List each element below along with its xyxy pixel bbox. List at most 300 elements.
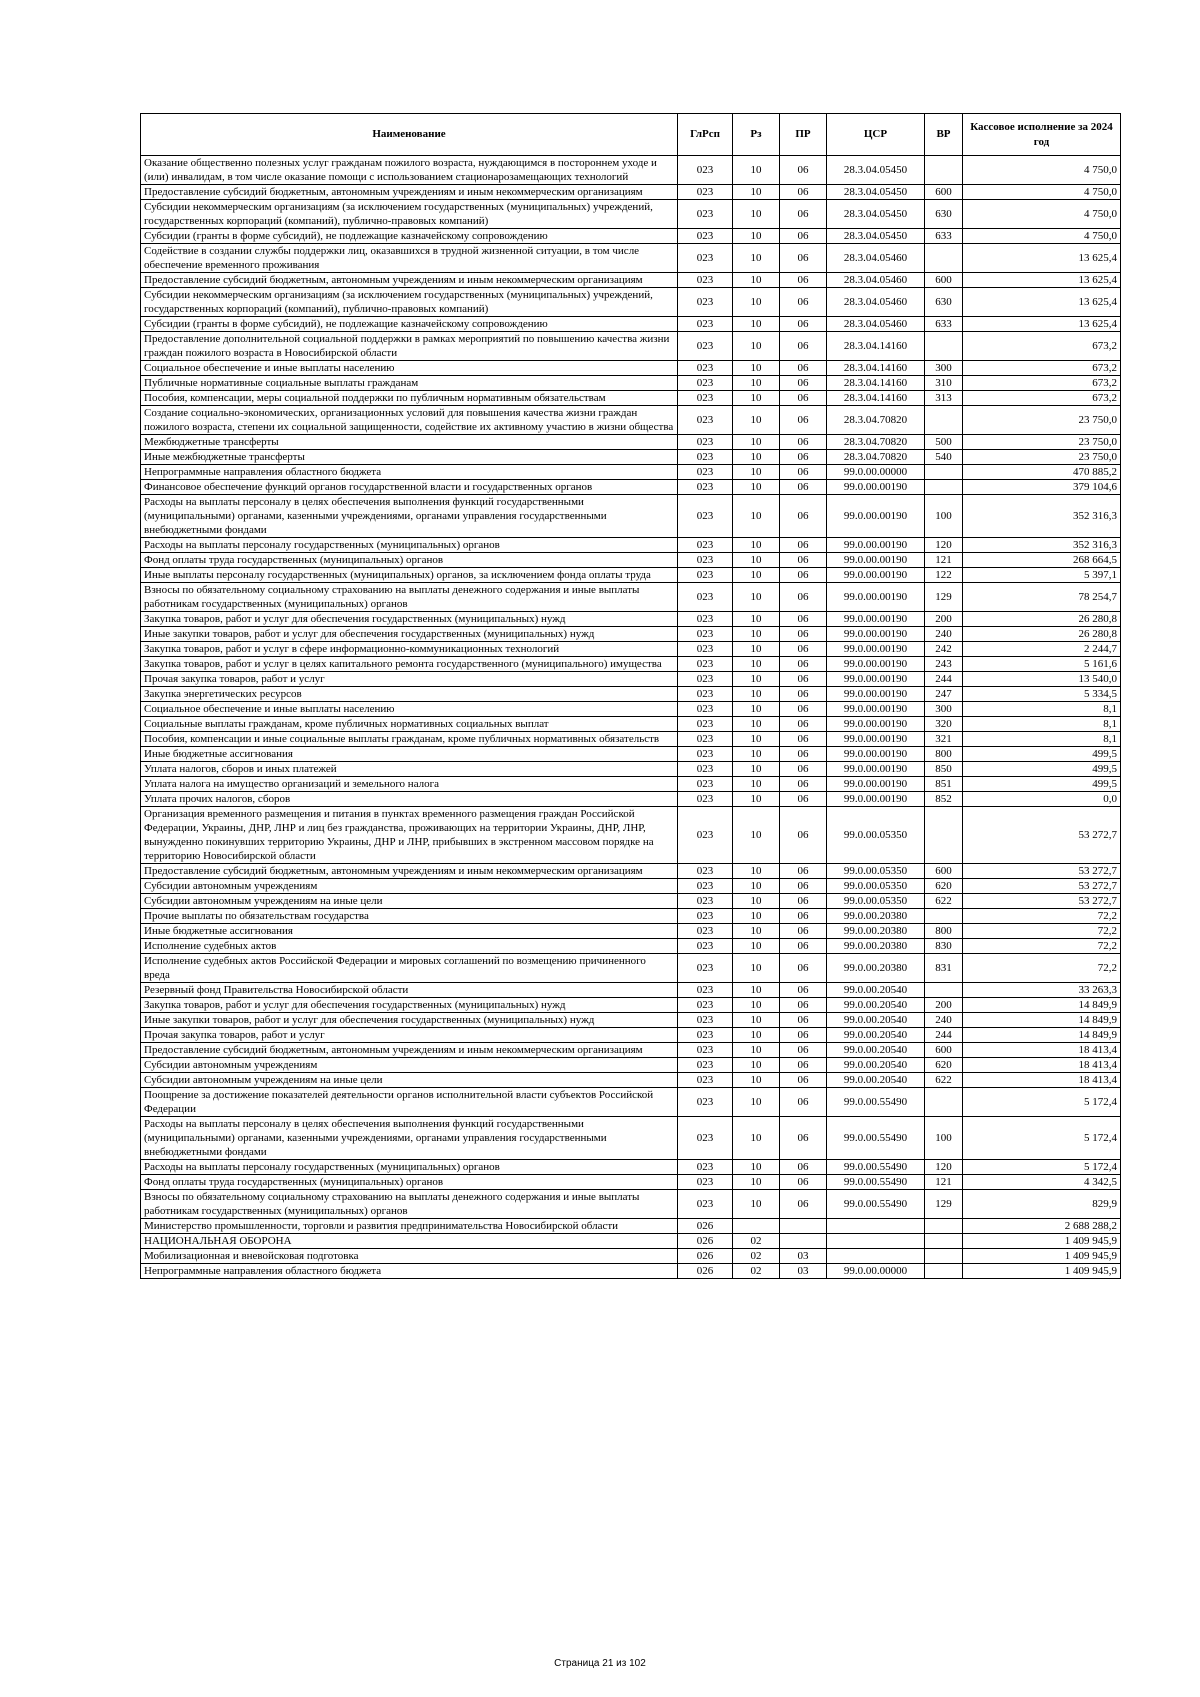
table-row [141, 1073, 1121, 1088]
cell-csr: 99.0.00.00190 [827, 612, 925, 627]
cell-name: Создание социально-экономических, организационных условий для повышения качества жизни граждан пожилого возраста, степени их социальной защищенности, содействие их активному участию в жизни общества [141, 406, 678, 435]
cell-vr: 800 [925, 747, 963, 762]
cell-amount: 8,1 [963, 702, 1121, 717]
table-row [141, 1058, 1121, 1073]
cell-glrsp: 023 [678, 406, 733, 435]
header-csr: ЦСР [827, 114, 925, 156]
cell-pr: 06 [780, 185, 827, 200]
cell-pr: 06 [780, 672, 827, 687]
cell-csr: 99.0.00.00190 [827, 732, 925, 747]
cell-amount: 499,5 [963, 777, 1121, 792]
cell-amount: 13 625,4 [963, 244, 1121, 273]
cell-vr: 243 [925, 657, 963, 672]
cell-vr: 320 [925, 717, 963, 732]
table-row [141, 702, 1121, 717]
table-row [141, 1219, 1121, 1234]
cell-rz: 10 [733, 1190, 780, 1219]
cell-name: Мобилизационная и вневойсковая подготовка [141, 1249, 678, 1264]
table-row [141, 1013, 1121, 1028]
cell-csr: 99.0.00.20540 [827, 1043, 925, 1058]
cell-name: Субсидии автономным учреждениям [141, 1058, 678, 1073]
cell-name: Закупка товаров, работ и услуг в целях капитального ремонта государственного (муниципального) имущества [141, 657, 678, 672]
cell-name: Социальные выплаты гражданам, кроме публичных нормативных социальных выплат [141, 717, 678, 732]
cell-rz: 10 [733, 391, 780, 406]
cell-rz: 10 [733, 244, 780, 273]
cell-csr: 99.0.00.00190 [827, 777, 925, 792]
cell-rz: 10 [733, 568, 780, 583]
cell-csr: 99.0.00.05350 [827, 807, 925, 864]
cell-rz: 10 [733, 435, 780, 450]
cell-name: Расходы на выплаты персоналу в целях обеспечения выполнения функций государственными (муниципальными) органами, казенными учреждениями, органами управления государственными внебюджетными фондами [141, 495, 678, 538]
cell-pr: 06 [780, 1028, 827, 1043]
cell-glrsp: 023 [678, 1088, 733, 1117]
cell-amount: 1 409 945,9 [963, 1234, 1121, 1249]
cell-csr: 99.0.00.20380 [827, 954, 925, 983]
cell-pr: 06 [780, 687, 827, 702]
table-row [141, 954, 1121, 983]
cell-glrsp: 023 [678, 450, 733, 465]
cell-pr: 06 [780, 1117, 827, 1160]
cell-rz: 10 [733, 583, 780, 612]
cell-name: Прочая закупка товаров, работ и услуг [141, 672, 678, 687]
cell-vr: 620 [925, 1058, 963, 1073]
table-row [141, 450, 1121, 465]
cell-glrsp: 023 [678, 909, 733, 924]
cell-csr: 28.3.04.70820 [827, 450, 925, 465]
cell-amount: 13 625,4 [963, 317, 1121, 332]
cell-amount: 18 413,4 [963, 1043, 1121, 1058]
cell-name: Субсидии автономным учреждениям [141, 879, 678, 894]
cell-glrsp: 023 [678, 1058, 733, 1073]
table-row [141, 553, 1121, 568]
page-number: Страница 21 из 102 [554, 1658, 646, 1669]
table-row [141, 864, 1121, 879]
cell-glrsp: 026 [678, 1249, 733, 1264]
header-glrsp: ГлРсп [678, 114, 733, 156]
cell-glrsp: 023 [678, 807, 733, 864]
cell-amount: 4 750,0 [963, 185, 1121, 200]
cell-rz: 10 [733, 332, 780, 361]
cell-glrsp: 023 [678, 687, 733, 702]
cell-name: Закупка товаров, работ и услуг для обеспечения государственных (муниципальных) нужд [141, 998, 678, 1013]
cell-csr: 99.0.00.05350 [827, 864, 925, 879]
cell-rz: 10 [733, 553, 780, 568]
cell-vr: 242 [925, 642, 963, 657]
cell-vr [925, 1219, 963, 1234]
cell-csr: 99.0.00.00190 [827, 495, 925, 538]
cell-name: Публичные нормативные социальные выплаты гражданам [141, 376, 678, 391]
cell-glrsp: 023 [678, 376, 733, 391]
cell-pr: 06 [780, 1073, 827, 1088]
cell-vr: 313 [925, 391, 963, 406]
cell-rz: 10 [733, 777, 780, 792]
cell-pr: 06 [780, 376, 827, 391]
cell-amount: 673,2 [963, 361, 1121, 376]
cell-rz: 10 [733, 406, 780, 435]
cell-pr: 06 [780, 450, 827, 465]
cell-rz: 10 [733, 747, 780, 762]
cell-pr: 06 [780, 1175, 827, 1190]
cell-rz: 10 [733, 1013, 780, 1028]
cell-glrsp: 023 [678, 185, 733, 200]
cell-amount: 23 750,0 [963, 450, 1121, 465]
cell-csr: 99.0.00.00190 [827, 747, 925, 762]
cell-pr: 06 [780, 702, 827, 717]
cell-glrsp: 023 [678, 777, 733, 792]
table-row [141, 480, 1121, 495]
cell-rz: 10 [733, 627, 780, 642]
cell-glrsp: 023 [678, 288, 733, 317]
cell-rz: 10 [733, 983, 780, 998]
table-row [141, 1264, 1121, 1279]
cell-amount: 26 280,8 [963, 612, 1121, 627]
cell-pr: 06 [780, 717, 827, 732]
cell-glrsp: 023 [678, 244, 733, 273]
cell-name: Субсидии автономным учреждениям на иные цели [141, 1073, 678, 1088]
cell-rz: 10 [733, 1058, 780, 1073]
cell-vr: 850 [925, 762, 963, 777]
cell-rz: 10 [733, 924, 780, 939]
cell-glrsp: 023 [678, 1117, 733, 1160]
cell-glrsp: 023 [678, 998, 733, 1013]
cell-name: Резервный фонд Правительства Новосибирской области [141, 983, 678, 998]
cell-csr: 99.0.00.05350 [827, 879, 925, 894]
cell-name: Прочая закупка товаров, работ и услуг [141, 1028, 678, 1043]
cell-rz: 10 [733, 762, 780, 777]
cell-vr: 321 [925, 732, 963, 747]
cell-glrsp: 023 [678, 924, 733, 939]
cell-vr: 200 [925, 612, 963, 627]
cell-amount: 26 280,8 [963, 627, 1121, 642]
header-rz: Рз [733, 114, 780, 156]
cell-rz: 10 [733, 1160, 780, 1175]
table-row [141, 762, 1121, 777]
cell-rz: 10 [733, 1117, 780, 1160]
cell-csr: 99.0.00.55490 [827, 1175, 925, 1190]
cell-pr: 06 [780, 879, 827, 894]
cell-name: Уплата налога на имущество организаций и земельного налога [141, 777, 678, 792]
cell-vr [925, 480, 963, 495]
cell-name: Закупка товаров, работ и услуг в сфере информационно-коммуникационных технологий [141, 642, 678, 657]
cell-csr: 99.0.00.00190 [827, 583, 925, 612]
cell-rz: 10 [733, 792, 780, 807]
cell-csr: 99.0.00.00190 [827, 792, 925, 807]
cell-amount: 379 104,6 [963, 480, 1121, 495]
cell-glrsp: 023 [678, 612, 733, 627]
cell-glrsp: 023 [678, 480, 733, 495]
table-row [141, 156, 1121, 185]
cell-amount: 470 885,2 [963, 465, 1121, 480]
cell-pr: 06 [780, 909, 827, 924]
cell-name: Закупка товаров, работ и услуг для обеспечения государственных (муниципальных) нужд [141, 612, 678, 627]
cell-vr [925, 156, 963, 185]
cell-amount: 5 172,4 [963, 1117, 1121, 1160]
cell-amount: 4 750,0 [963, 200, 1121, 229]
table-row [141, 1234, 1121, 1249]
cell-name: Организация временного размещения и питания в пунктах временного размещения граждан Российской Федерации, Украины, ДНР, ЛНР и лиц без гражданства, проживающих на территории Украины, ДНР, ЛНР, вынужденно покинувших территорию Украины, ДНР и ЛНР, прибывших в экстренном массовом порядке на территорию Новосибирской области [141, 807, 678, 864]
table-row [141, 495, 1121, 538]
cell-rz: 10 [733, 909, 780, 924]
cell-amount: 268 664,5 [963, 553, 1121, 568]
cell-vr: 200 [925, 998, 963, 1013]
cell-pr: 06 [780, 538, 827, 553]
cell-csr: 28.3.04.14160 [827, 376, 925, 391]
cell-glrsp: 023 [678, 1028, 733, 1043]
cell-glrsp: 023 [678, 465, 733, 480]
cell-glrsp: 023 [678, 583, 733, 612]
cell-glrsp: 026 [678, 1234, 733, 1249]
budget-table-container [140, 113, 1120, 1279]
cell-pr: 06 [780, 983, 827, 998]
cell-pr: 06 [780, 762, 827, 777]
cell-name: Непрограммные направления областного бюджета [141, 465, 678, 480]
cell-glrsp: 023 [678, 332, 733, 361]
cell-name: Межбюджетные трансферты [141, 435, 678, 450]
cell-csr: 99.0.00.05350 [827, 894, 925, 909]
cell-amount: 673,2 [963, 391, 1121, 406]
header-row [141, 114, 1121, 156]
cell-amount: 13 540,0 [963, 672, 1121, 687]
cell-pr: 06 [780, 777, 827, 792]
cell-csr: 99.0.00.55490 [827, 1088, 925, 1117]
cell-glrsp: 023 [678, 627, 733, 642]
cell-csr: 28.3.04.05460 [827, 288, 925, 317]
cell-glrsp: 023 [678, 568, 733, 583]
cell-vr [925, 406, 963, 435]
cell-name: Иные межбюджетные трансферты [141, 450, 678, 465]
cell-glrsp: 023 [678, 642, 733, 657]
cell-glrsp: 023 [678, 1013, 733, 1028]
cell-name: Иные выплаты персоналу государственных (муниципальных) органов, за исключением фонда оплаты труда [141, 568, 678, 583]
cell-vr: 800 [925, 924, 963, 939]
cell-vr: 622 [925, 894, 963, 909]
cell-amount: 53 272,7 [963, 894, 1121, 909]
cell-name: Исполнение судебных актов [141, 939, 678, 954]
cell-vr: 300 [925, 702, 963, 717]
cell-glrsp: 023 [678, 1190, 733, 1219]
cell-pr: 06 [780, 200, 827, 229]
cell-pr: 06 [780, 1088, 827, 1117]
cell-csr: 99.0.00.00190 [827, 687, 925, 702]
cell-csr: 99.0.00.00190 [827, 657, 925, 672]
cell-rz: 10 [733, 200, 780, 229]
table-row [141, 642, 1121, 657]
cell-vr: 831 [925, 954, 963, 983]
table-row [141, 185, 1121, 200]
cell-glrsp: 023 [678, 879, 733, 894]
cell-name: Иные бюджетные ассигнования [141, 924, 678, 939]
cell-pr: 06 [780, 1013, 827, 1028]
cell-rz: 10 [733, 717, 780, 732]
cell-pr: 06 [780, 583, 827, 612]
cell-vr: 630 [925, 200, 963, 229]
cell-csr: 99.0.00.00000 [827, 1264, 925, 1279]
table-row [141, 376, 1121, 391]
cell-name: Фонд оплаты труда государственных (муниципальных) органов [141, 1175, 678, 1190]
cell-vr [925, 1264, 963, 1279]
cell-glrsp: 023 [678, 200, 733, 229]
cell-rz: 10 [733, 687, 780, 702]
cell-rz: 10 [733, 288, 780, 317]
cell-rz: 02 [733, 1264, 780, 1279]
cell-pr: 06 [780, 465, 827, 480]
cell-amount: 13 625,4 [963, 273, 1121, 288]
cell-rz: 10 [733, 954, 780, 983]
cell-csr: 28.3.04.14160 [827, 361, 925, 376]
cell-vr: 300 [925, 361, 963, 376]
cell-pr: 06 [780, 807, 827, 864]
cell-glrsp: 023 [678, 1043, 733, 1058]
cell-vr: 244 [925, 672, 963, 687]
cell-vr: 120 [925, 1160, 963, 1175]
table-row [141, 939, 1121, 954]
cell-rz: 10 [733, 185, 780, 200]
cell-amount: 5 397,1 [963, 568, 1121, 583]
cell-name: НАЦИОНАЛЬНАЯ ОБОРОНА [141, 1234, 678, 1249]
cell-name: Уплата прочих налогов, сборов [141, 792, 678, 807]
cell-name: Социальное обеспечение и иные выплаты населению [141, 361, 678, 376]
cell-rz: 10 [733, 612, 780, 627]
cell-name: Субсидии некоммерческим организациям (за исключением государственных (муниципальных) учреждений, государственных корпораций (компаний), публично-правовых компаний) [141, 288, 678, 317]
cell-glrsp: 023 [678, 732, 733, 747]
cell-vr: 500 [925, 435, 963, 450]
cell-amount: 23 750,0 [963, 406, 1121, 435]
cell-name: Взносы по обязательному социальному страхованию на выплаты денежного содержания и иные выплаты работникам государственных (муниципальных) органов [141, 1190, 678, 1219]
cell-vr: 129 [925, 583, 963, 612]
cell-amount: 72,2 [963, 954, 1121, 983]
cell-pr: 06 [780, 1190, 827, 1219]
cell-glrsp: 023 [678, 495, 733, 538]
header-vr: ВР [925, 114, 963, 156]
cell-pr: 06 [780, 1160, 827, 1175]
cell-amount: 53 272,7 [963, 879, 1121, 894]
cell-glrsp: 023 [678, 156, 733, 185]
cell-csr: 99.0.00.00190 [827, 568, 925, 583]
table-row [141, 1190, 1121, 1219]
table-row [141, 1160, 1121, 1175]
cell-vr: 240 [925, 627, 963, 642]
cell-amount: 829,9 [963, 1190, 1121, 1219]
table-row [141, 672, 1121, 687]
cell-csr: 99.0.00.00190 [827, 480, 925, 495]
cell-rz: 10 [733, 1028, 780, 1043]
budget-execution-table [140, 113, 1121, 1279]
cell-vr: 240 [925, 1013, 963, 1028]
table-row [141, 909, 1121, 924]
cell-rz: 10 [733, 642, 780, 657]
cell-pr: 06 [780, 732, 827, 747]
cell-glrsp: 023 [678, 229, 733, 244]
cell-amount: 13 625,4 [963, 288, 1121, 317]
cell-csr: 28.3.04.14160 [827, 332, 925, 361]
cell-pr: 06 [780, 317, 827, 332]
cell-csr [827, 1249, 925, 1264]
cell-name: Министерство промышленности, торговли и развития предпринимательства Новосибирской области [141, 1219, 678, 1234]
cell-rz: 10 [733, 657, 780, 672]
cell-vr [925, 1234, 963, 1249]
cell-csr: 99.0.00.00190 [827, 553, 925, 568]
cell-amount: 5 172,4 [963, 1160, 1121, 1175]
cell-glrsp: 023 [678, 983, 733, 998]
cell-pr [780, 1234, 827, 1249]
cell-name: Предоставление субсидий бюджетным, автономным учреждениям и иным некоммерческим организациям [141, 864, 678, 879]
cell-pr: 06 [780, 612, 827, 627]
table-row [141, 687, 1121, 702]
table-row [141, 732, 1121, 747]
cell-rz: 10 [733, 939, 780, 954]
table-row [141, 538, 1121, 553]
cell-name: Предоставление субсидий бюджетным, автономным учреждениям и иным некоммерческим организациям [141, 185, 678, 200]
cell-vr [925, 1249, 963, 1264]
cell-amount: 673,2 [963, 332, 1121, 361]
cell-pr: 06 [780, 657, 827, 672]
cell-csr: 28.3.04.70820 [827, 435, 925, 450]
header-cash-execution: Кассовое исполнение за 2024 год [963, 114, 1121, 156]
cell-name: Уплата налогов, сборов и иных платежей [141, 762, 678, 777]
cell-vr: 540 [925, 450, 963, 465]
cell-amount: 1 409 945,9 [963, 1249, 1121, 1264]
table-row [141, 332, 1121, 361]
cell-rz: 10 [733, 480, 780, 495]
cell-vr [925, 909, 963, 924]
cell-vr: 851 [925, 777, 963, 792]
cell-glrsp: 023 [678, 361, 733, 376]
cell-amount: 4 750,0 [963, 156, 1121, 185]
table-row [141, 465, 1121, 480]
cell-vr: 620 [925, 879, 963, 894]
table-row [141, 657, 1121, 672]
cell-csr: 28.3.04.05450 [827, 156, 925, 185]
cell-pr: 06 [780, 553, 827, 568]
cell-name: Расходы на выплаты персоналу государственных (муниципальных) органов [141, 538, 678, 553]
cell-amount: 8,1 [963, 732, 1121, 747]
table-row [141, 1249, 1121, 1264]
table-row [141, 1175, 1121, 1190]
cell-rz: 10 [733, 361, 780, 376]
table-row [141, 612, 1121, 627]
cell-rz: 10 [733, 495, 780, 538]
table-row [141, 983, 1121, 998]
cell-name: Пособия, компенсации и иные социальные выплаты гражданам, кроме публичных нормативных обязательств [141, 732, 678, 747]
cell-pr: 06 [780, 244, 827, 273]
cell-csr: 99.0.00.20540 [827, 1058, 925, 1073]
cell-csr: 99.0.00.20540 [827, 1073, 925, 1088]
cell-name: Расходы на выплаты персоналу государственных (муниципальных) органов [141, 1160, 678, 1175]
cell-csr: 99.0.00.20380 [827, 924, 925, 939]
cell-name: Прочие выплаты по обязательствам государства [141, 909, 678, 924]
cell-name: Поощрение за достижение показателей деятельности органов исполнительной власти субъектов Российской Федерации [141, 1088, 678, 1117]
table-row [141, 435, 1121, 450]
cell-rz: 10 [733, 807, 780, 864]
table-row [141, 792, 1121, 807]
cell-name: Иные закупки товаров, работ и услуг для обеспечения государственных (муниципальных) нужд [141, 1013, 678, 1028]
cell-vr: 830 [925, 939, 963, 954]
cell-vr: 129 [925, 1190, 963, 1219]
cell-vr: 600 [925, 185, 963, 200]
cell-csr: 28.3.04.05460 [827, 244, 925, 273]
cell-glrsp: 023 [678, 391, 733, 406]
table-row [141, 807, 1121, 864]
cell-vr [925, 244, 963, 273]
table-row [141, 747, 1121, 762]
cell-amount: 499,5 [963, 762, 1121, 777]
cell-rz: 10 [733, 702, 780, 717]
table-row [141, 717, 1121, 732]
cell-glrsp: 023 [678, 435, 733, 450]
cell-pr: 06 [780, 894, 827, 909]
cell-rz: 10 [733, 450, 780, 465]
cell-pr: 06 [780, 954, 827, 983]
